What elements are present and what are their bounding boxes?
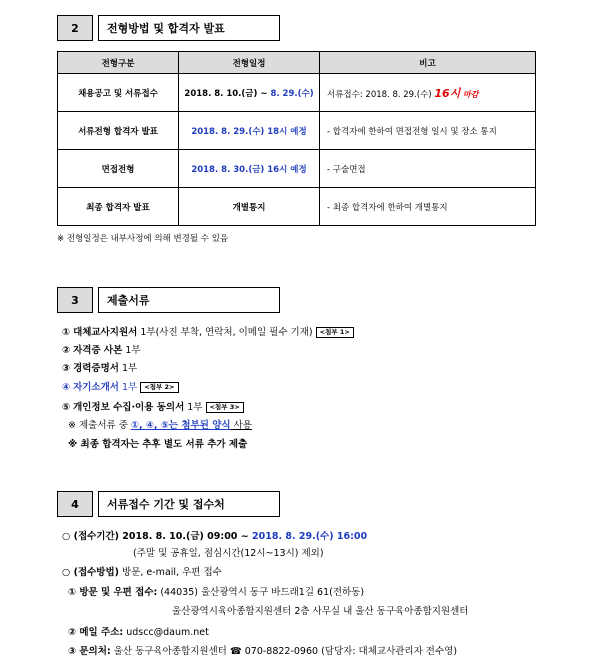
submission-note [68,417,252,431]
table-row [58,188,536,226]
doc-item-3 [62,360,137,374]
note-text: 서류접수: 2018. 8. 29.(수) [327,89,435,100]
doc-detail: 1부 [118,382,138,393]
doc-name: 개인정보 수집·이용 동의서 [73,402,185,413]
date-cell: 2018. 8. 29.(수) 18시 예정 [179,112,320,150]
doc-detail: 1부(사진 부착, 연락처, 이메일 필수 기재) [137,327,313,338]
item-marker: ④ [62,382,71,393]
attachment-tag: <첨부 3> [206,402,244,413]
doc-item-5 [62,399,244,413]
note-cell [320,74,536,112]
receipt-period [62,528,367,542]
address-text: (44035) 울산광역시 동구 바드래1길 61(전하동) [157,587,365,598]
doc-name: 자격증 사본 [73,345,123,356]
note-cell: - 합격자에 한하여 면접전형 일시 및 장소 통지 [320,112,536,150]
section-number: 2 [57,15,93,41]
contact-label: ③ 문의처: [68,646,111,657]
doc-detail: 1부 [184,402,203,413]
additional-docs-note: ※ 최종 합격자는 추후 별도 서류 추가 제출 [68,439,248,450]
method-label: ○ (접수방법) [62,567,119,578]
method-label: ① 방문 및 우편 접수: [68,587,158,598]
date-cell: 개별통지 [179,188,320,226]
item-marker: ① [62,327,71,338]
period-end: 2018. 8. 29.(수) 16:00 [252,531,368,542]
date-cell: 2018. 8. 30.(금) 16시 예정 [179,150,320,188]
address-detail: 울산광역시육아종합지원센터 2층 사무실 내 울산 동구육아종합지원센터 [172,606,469,617]
method-email [68,624,209,638]
item-marker: ② [62,345,71,356]
note-emphasis: ①, ④, ⑤는 첨부된 양식 [130,420,231,431]
section-title: 제출서류 [98,287,280,313]
receipt-method [62,564,222,578]
method-value: 방문, e-mail, 우편 접수 [119,567,222,578]
date-text: 2018. 8. 10.(금) ~ [184,88,271,99]
item-marker: ⑤ [62,402,71,413]
stage-cell: 서류전형 합격자 발표 [58,112,179,150]
method-visit-mail [68,584,364,598]
doc-item-1 [62,324,354,338]
contact-info [68,643,457,657]
table-row [58,74,536,112]
doc-detail: 1부 [118,363,138,374]
doc-name: 자기소개서 [73,382,119,393]
schedule-note: ※ 전형일정은 내부사정에 의해 변경될 수 있음 [57,234,229,244]
column-header: 비고 [320,52,536,74]
schedule-table [57,51,536,226]
doc-detail: 1부 [122,345,141,356]
stage-cell: 최종 합격자 발표 [58,188,179,226]
column-header: 전형일정 [179,52,320,74]
email-address: udscc@daum.net [123,627,209,638]
section-title: 서류접수 기간 및 접수처 [98,491,280,517]
contact-text: 울산 동구육아종합지원센터 ☎ 070-8822-0960 (담당자: 대체교사관리자 전수영) [110,646,458,657]
item-marker: ③ [62,363,71,374]
section-number: 3 [57,287,93,313]
note-cell: - 최종 합격자에 한하여 개별통지 [320,188,536,226]
section-2-header [57,15,280,41]
period-label: ○ (접수기간) 2018. 8. 10.(금) 09:00 ~ [62,531,252,542]
table-row [58,112,536,150]
column-header: 전형구분 [58,52,179,74]
date-end-text: 8. 29.(수) [270,88,314,99]
note-cell: - 구술면접 [320,150,536,188]
section-title: 전형방법 및 합격자 발표 [98,15,280,41]
section-3-header [57,287,280,313]
note-text: 사용 [230,420,252,431]
deadline-time: 16시 [434,86,461,100]
table-header-row [58,52,536,74]
period-exclusion: (주말 및 공휴일, 점심시간(12시~13시) 제외) [133,548,324,559]
attachment-tag: <첨부 1> [316,327,354,338]
doc-item-4 [62,379,179,393]
stage-cell: 채용공고 및 서류접수 [58,74,179,112]
stage-cell: 면접전형 [58,150,179,188]
doc-name: 대체교사지원서 [73,327,138,338]
section-number: 4 [57,491,93,517]
deadline-suffix: 마감 [460,89,479,99]
date-cell [179,74,320,112]
attachment-tag: <첨부 2> [140,382,178,393]
table-row [58,150,536,188]
email-label: ② 메일 주소: [68,627,124,638]
note-text: ※ 제출서류 중 [68,420,131,431]
doc-item-2 [62,342,141,356]
section-4-header [57,491,280,517]
doc-name: 경력증명서 [73,363,119,374]
